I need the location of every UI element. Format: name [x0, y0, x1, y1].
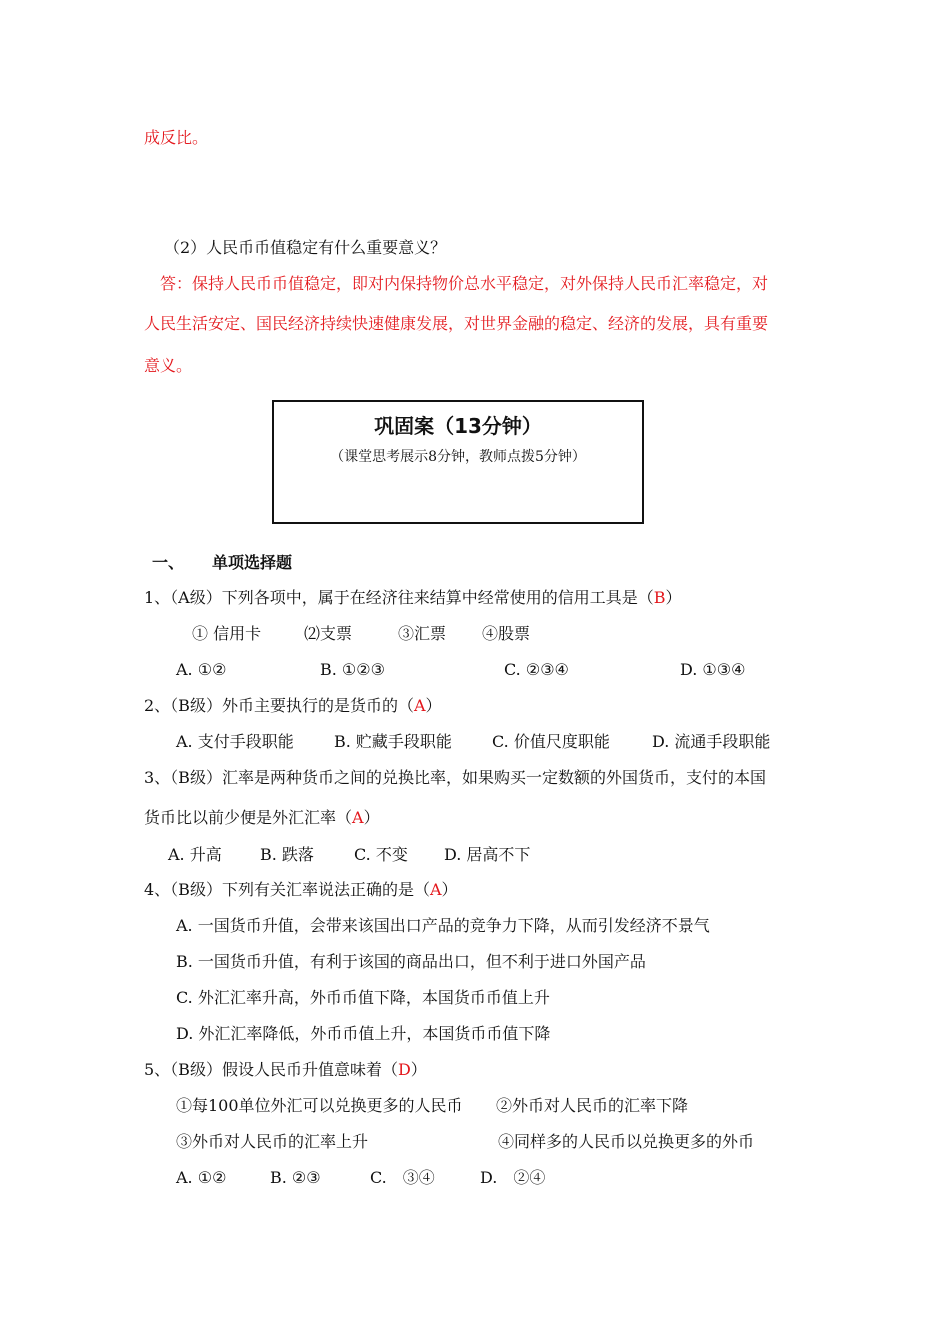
question-5-answer: D	[397, 1060, 411, 1079]
answer-line-1: 答：保持人民币币值稳定，即对内保持物价总水平稳定，对外保持人民币汇率稳定，对	[160, 274, 769, 293]
q1-option: C. ②③④	[504, 660, 569, 679]
q2-option: C. 价值尺度职能	[492, 732, 610, 751]
q2-option: B. 贮藏手段职能	[334, 732, 452, 751]
question-2-stem: 2、（B级）外币主要执行的是货币的（A）	[144, 696, 442, 715]
question-1-answer: B	[653, 588, 666, 607]
previous-answer-tail: 成反比。	[144, 128, 209, 147]
q1-item: ① 信用卡	[192, 624, 262, 643]
q4-option: D. 外汇汇率降低，外币币值上升，本国货币币值下降	[176, 1024, 551, 1043]
q5-item: ③外币对人民币的汇率上升	[176, 1132, 369, 1151]
q1-option: B. ①②③	[320, 660, 385, 679]
question-1-stem: 1、（A级）下列各项中，属于在经济往来结算中经常使用的信用工具是（B）	[144, 588, 682, 607]
q3-option: C. 不变	[354, 845, 408, 864]
q1-option: D. ①③④	[680, 660, 746, 679]
q3-option: B. 跌落	[260, 845, 314, 864]
question-5-stem: 5、（B级）假设人民币升值意味着（D）	[144, 1060, 427, 1079]
q5-option: C. ③④	[370, 1168, 435, 1187]
question-2-answer: A	[413, 696, 426, 715]
box-subtitle: （课堂思考展示8分钟，教师点拨5分钟）	[330, 449, 586, 465]
question-4-stem: 4、（B级）下列有关汇率说法正确的是（A）	[144, 880, 458, 899]
q5-item: ②外币对人民币的汇率下降	[496, 1096, 689, 1115]
q1-item: ④股票	[482, 624, 531, 643]
question-2-text: （2）人民币币值稳定有什么重要意义？	[164, 238, 447, 257]
q4-option: B. 一国货币升值，有利于该国的商品出口，但不利于进口外国产品	[176, 952, 646, 971]
box-title: 巩固案（13分钟）	[374, 414, 542, 438]
q3-option: A. 升高	[168, 845, 222, 864]
section-title: 单项选择题	[212, 553, 293, 572]
q1-item: ③汇票	[398, 624, 447, 643]
question-3-stem-cont: 货币比以前少便是外汇汇率（A）	[144, 808, 380, 827]
consolidation-box	[272, 400, 644, 524]
question-4-answer: A	[429, 880, 442, 899]
q5-item: ①每100单位外汇可以兑换更多的人民币	[176, 1096, 463, 1115]
q5-option: A. ①②	[176, 1168, 227, 1187]
q3-option: D. 居高不下	[444, 845, 531, 864]
answer-line-3: 意义。	[144, 356, 193, 375]
q4-option: C. 外汇汇率升高，外币币值下降，本国货币币值上升	[176, 988, 550, 1007]
section-number: 一、	[152, 553, 185, 572]
q4-option: A. 一国货币升值，会带来该国出口产品的竞争力下降，从而引发经济不景气	[176, 916, 710, 935]
q2-option: D. 流通手段职能	[652, 732, 771, 751]
question-3-stem: 3、（B级）汇率是两种货币之间的兑换比率，如果购买一定数额的外国货币，支付的本国	[144, 768, 766, 787]
q5-item: ④同样多的人民币以兑换更多的外币	[498, 1132, 755, 1151]
q2-option: A. 支付手段职能	[176, 732, 294, 751]
q5-option: B. ②③	[270, 1168, 321, 1187]
answer-line-2: 人民生活安定、国民经济持续快速健康发展，对世界金融的稳定、经济的发展，具有重要	[144, 314, 769, 333]
q1-option: A. ①②	[176, 660, 227, 679]
q5-option: D. ②④	[480, 1168, 546, 1187]
q1-item: ⑵支票	[304, 624, 353, 643]
question-3-answer: A	[352, 808, 364, 827]
